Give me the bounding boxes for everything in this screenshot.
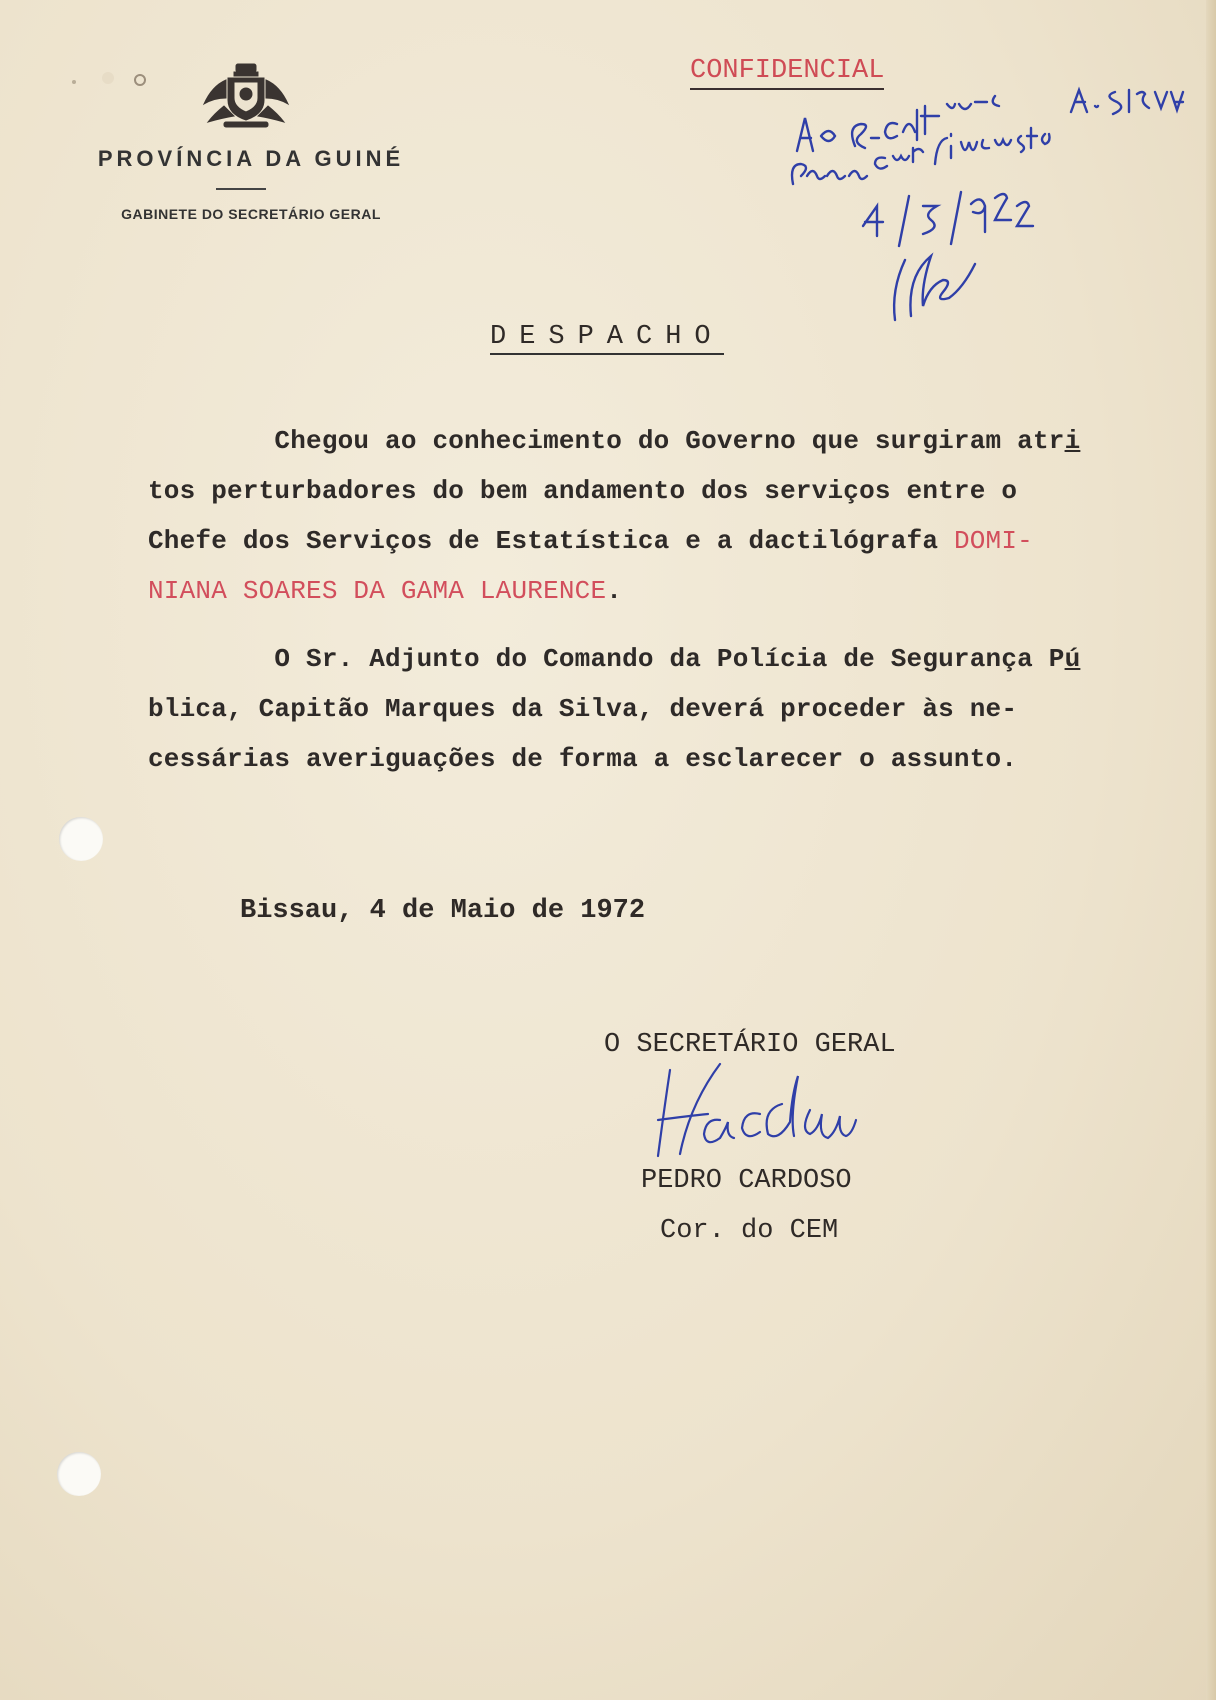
signature: [650, 1060, 910, 1170]
cabinet-name: GABINETE DO SECRETÁRIO GERAL: [121, 206, 381, 222]
body-line: cessárias averiguações de forma a esclarecer o assunto.: [148, 744, 1018, 774]
signatory-role: Cor. do CEM: [660, 1216, 839, 1246]
name-highlight: DOMI-: [953, 526, 1033, 556]
header-divider: [216, 188, 266, 190]
body-text-underlined: ú: [1064, 644, 1081, 674]
signatory-name: PEDRO CARDOSO: [641, 1166, 852, 1196]
body-line: [148, 426, 1178, 456]
signatory-title: O SECRETÁRIO GERAL: [604, 1030, 896, 1060]
place-date: Bissau, 4 de Maio de 1972: [240, 896, 646, 926]
punch-hole-top: [59, 817, 103, 861]
document-title: DESPACHO: [490, 322, 724, 355]
body-line: blica, Capitão Marques da Silva, deverá proceder às ne-: [148, 694, 1018, 724]
body-line: tos perturbadores do bem andamento dos serviços entre o: [148, 476, 1018, 506]
name-highlight: NIANA SOARES DA GAMA LAURENCE: [148, 576, 607, 606]
punch-hole-bottom: [57, 1452, 101, 1496]
body-text: .: [606, 576, 623, 606]
body-text: O Sr. Adjunto do Comando da Polícia de Segurança P: [274, 644, 1065, 674]
body-line: [148, 526, 1178, 556]
handwritten-annotation: [775, 76, 1210, 366]
province-name: PROVÍNCIA DA GUINÉ: [97, 146, 405, 171]
coat-of-arms-icon: [200, 60, 292, 132]
body-text: Chefe dos Serviços de Estatística e a dactilógrafa: [148, 526, 954, 556]
body-line: [148, 576, 1178, 606]
body-text: Chegou ao conhecimento do Governo que surgiram atr: [274, 426, 1065, 456]
paper-marks: [68, 68, 158, 92]
body-line: [148, 644, 1178, 674]
body-text-underlined: i: [1064, 426, 1081, 456]
classification-stamp: CONFIDENCIAL: [690, 56, 884, 90]
